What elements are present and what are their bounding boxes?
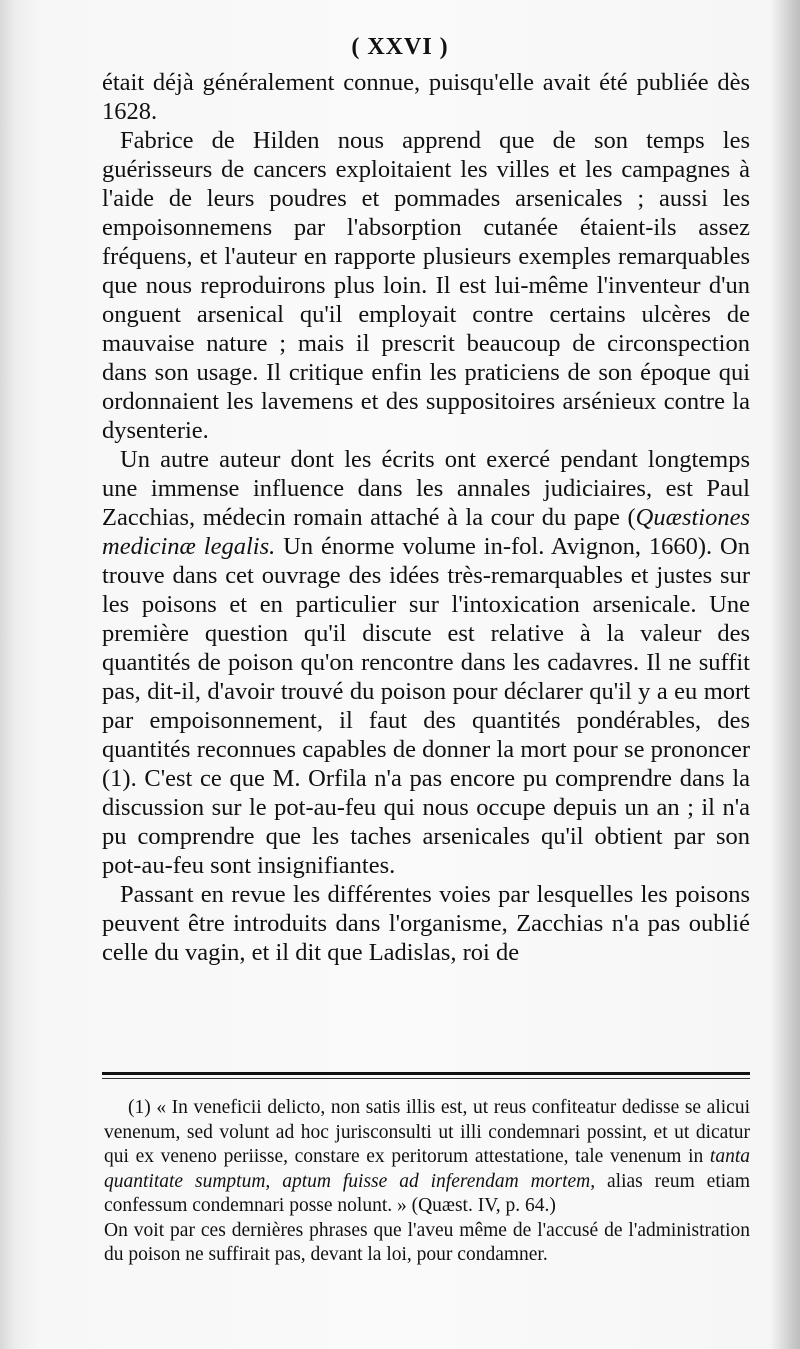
footnote-commentary: On voit par ces dernières phrases que l'aveu même de l'accusé de l'administration du poison ne suffirait pas, devant la loi, pour condamner. [104,1219,750,1265]
footnote-latin-quote [104,1096,750,1219]
paragraph-2: Fabrice de Hilden nous apprend que de son temps les guérisseurs de cancers exploitaient les villes et les campagnes à l'aide de leurs poudres et pommades arsenicales ; aussi les empoisonnemens par l'absorption cutanée étaient-ils assez fréquens, et l'auteur en rapporte plusieurs exemples remarquables que nous reproduirons plus loin. Il est lui-même l'inventeur d'un onguent arsenical qu'il employait contre certains ulcères de mauvaise nature ; mais il prescrit beaucoup de circonspection dans son usage. Il critique enfin les praticiens de son époque qui ordonnaient les lavemens et des suppositoires arsénieux contre la dysenterie. [102,127,750,444]
paragraph-1: était déjà généralement connue, puisqu'elle avait été publiée dès 1628. [102,69,750,125]
footnote-part-b: alias reum etiam confessum condemnari posse nolunt. » (Quæst. IV, p. 64.) [104,1170,750,1216]
paragraph-3-part-a: Un autre auteur dont les écrits ont exercé pendant longtemps une immense influence dans les annales judiciaires, est Paul Zacchias, médecin romain attaché à la cour du pape ( [102,446,750,531]
paragraph-4: Passant en revue les différentes voies par lesquelles les poisons peuvent être introduits dans l'organisme, Zacchias n'a pas oublié celle du vagin, et il dit que Ladislas, roi de [102,881,750,966]
footnote-separator-thin [102,1078,750,1079]
page-number: ( XXVI ) [351,34,449,60]
paragraph-3-part-b: Un énorme volume in-fol. Avignon, 1660). On trouve dans cet ouvrage des idées très-remarquables et justes sur les poisons et en particulier sur l'intoxication arsenicale. Une première question qu'il discute est relative à la valeur des quantités de poison qu'on rencontre dans les cadavres. Il ne suffit pas, dit-il, d'avoir trouvé du poison pour déclarer qu'il y a eu mort par empoisonnement, il faut des quantités pondérables, des quantités reconnues capables de donner la mort pour se prononcer (1). C'est ce que M. Orfila n'a pas encore pu comprendre dans la discussion sur le pot-au-feu qui nous occupe depuis un an ; il n'a pu comprendre que les taches arsenicales qu'il obtient par son pot-au-feu sont insignifiantes. [102,533,750,879]
book-title: Quæstiones medicinæ legalis. [102,504,750,560]
footnote [104,1096,750,1268]
footnote-part-a: (1) « In veneficii delicto, non satis illis est, ut reus confiteatur dedisse se alicui venenum, sed volunt ad hoc jurisconsulti ut illi condemnari possint, et ut dicatur qui ex veneno periisse, constare ex peritorum attestatione, tale venenum in [104,1097,750,1167]
paragraph-3 [102,445,750,880]
main-text [102,68,750,967]
footnote-separator-thick [102,1072,750,1075]
footnote-italic: tanta quantitate sumptum, aptum fuisse ad inferendam mortem, [104,1146,750,1192]
